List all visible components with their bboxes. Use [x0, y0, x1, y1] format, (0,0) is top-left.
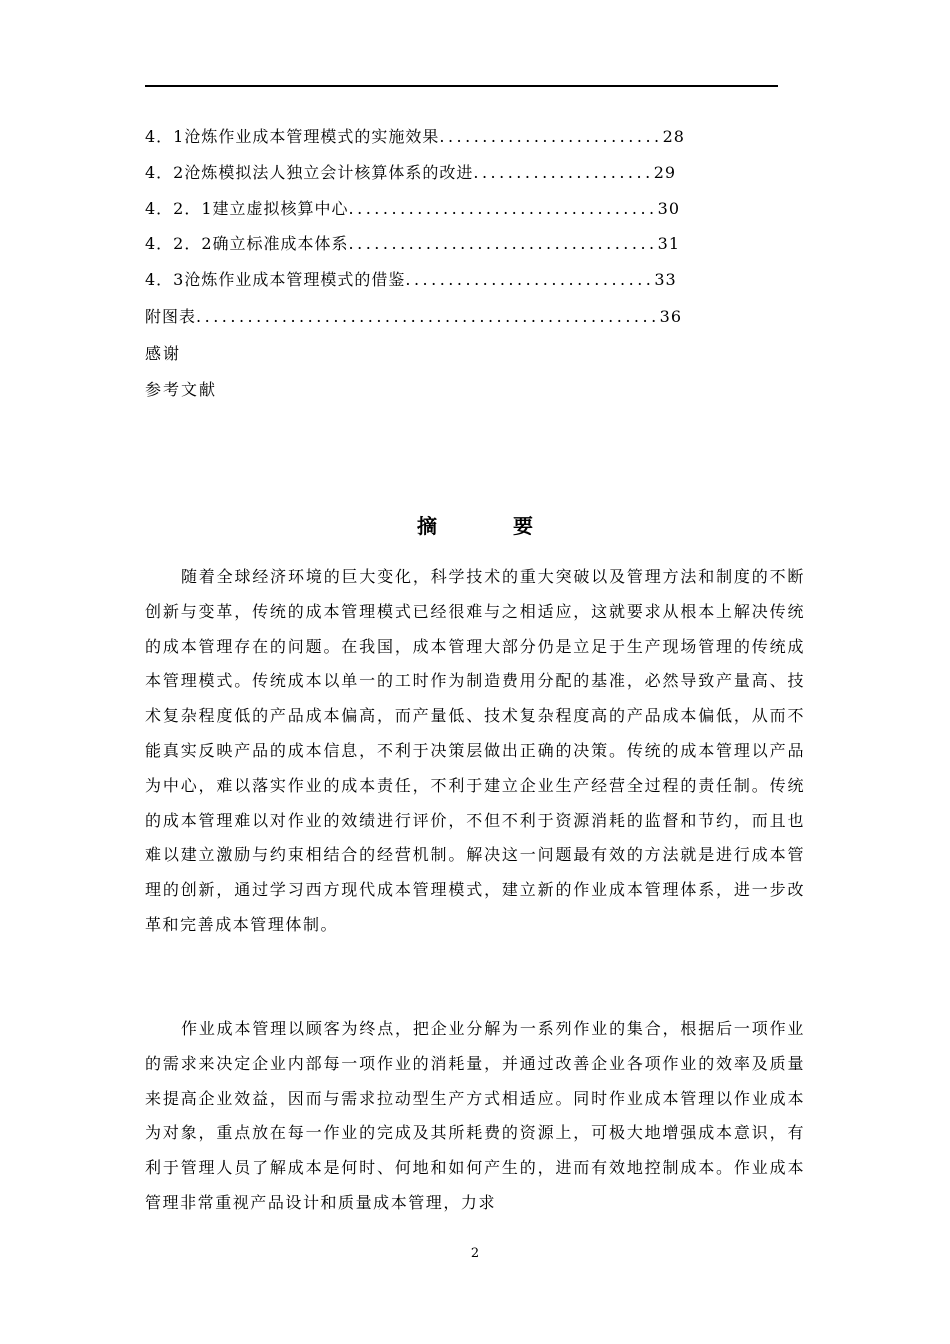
toc-entry-title: 4．2．2确立标准成本体系: [145, 234, 349, 253]
toc-leader-dots: ....................................: [348, 199, 658, 218]
toc-entry-title: 4．3沧炼作业成本管理模式的借鉴: [145, 270, 406, 289]
toc-entry-page: 36: [659, 307, 683, 326]
toc-entry-references[interactable]: 参考文献: [145, 380, 218, 399]
toc-entry-page: 30: [657, 199, 680, 218]
toc-entry-page: 31: [657, 234, 680, 253]
header-rule: [145, 85, 778, 87]
toc-entry[interactable]: [145, 160, 676, 186]
toc-entry[interactable]: [145, 304, 682, 330]
toc-leader-dots: ....................................: [348, 234, 658, 253]
toc-entry-title: 4．2．1建立虚拟核算中心: [145, 199, 349, 218]
abstract-paragraph: 随着全球经济环境的巨大变化，科学技术的重大突破以及管理方法和制度的不断创新与变革，传统的成本管理模式已经很难与之相适应，这就要求从根本上解决传统的成本管理存在的问题。在我国，成本管理大部分仍是立足于生产现场管理的传统成本管理模式。传统成本以单一的工时作为制造费用分配的基准，必然导致产量高、技术复杂程度低的产品成本偏高，而产量低、技术复杂程度高的产品成本偏低，从而不能真实反映产品的成本信息，不利于决策层做出正确的决策。传统的成本管理以产品为中心，难以落实作业的成本责任，不利于建立企业生产经营全过程的责任制。传统的成本管理难以对作业的效绩进行评价，不但不利于资源消耗的监督和节约，而且也难以建立激励与约束相结合的经营机制。解决这一问题最有效的方法就是进行成本管理的创新，通过学习西方现代成本管理模式，建立新的作业成本管理体系，进一步改革和完善成本管理体制。: [145, 567, 805, 934]
page-number: 2: [470, 1246, 480, 1261]
toc-leader-dots: ......................................................: [196, 307, 660, 326]
abstract-paragraph: 作业成本管理以顾客为终点，把企业分解为一系列作业的集合，根据后一项作业的需求来决定企业内部每一项作业的消耗量，并通过改善企业各项作业的效率及质量来提高企业效益，因而与需求拉动型生产方式相适应。同时作业成本管理以作业成本为对象，重点放在每一作业的完成及其所耗费的资源上，可极大地增强成本意识，有利于管理人员了解成本是何时、何地和如何产生的，进而有效地控制成本。作业成本管理非常重视产品设计和质量成本管理，力求: [145, 1019, 805, 1212]
toc-entry-page: 28: [662, 127, 685, 146]
toc-entry[interactable]: [145, 196, 680, 222]
toc-entry-page: 33: [654, 270, 677, 289]
toc-entry[interactable]: [145, 231, 680, 257]
abstract-heading: 摘 要: [417, 514, 561, 538]
toc-leader-dots: .....................: [473, 163, 654, 182]
toc-entry[interactable]: [145, 124, 685, 150]
toc-entry-page: 29: [653, 163, 677, 182]
toc-entry-title: 附图表: [145, 307, 197, 326]
toc-leader-dots: .............................: [405, 270, 655, 289]
toc-leader-dots: ..........................: [439, 127, 663, 146]
toc-entry-acknowledgements[interactable]: 感谢: [145, 344, 182, 363]
toc-entry[interactable]: [145, 267, 677, 293]
toc-entry-title: 4．1沧炼作业成本管理模式的实施效果: [145, 127, 440, 146]
toc-entry-title: 4．2沧炼模拟法人独立会计核算体系的改进: [145, 163, 474, 182]
